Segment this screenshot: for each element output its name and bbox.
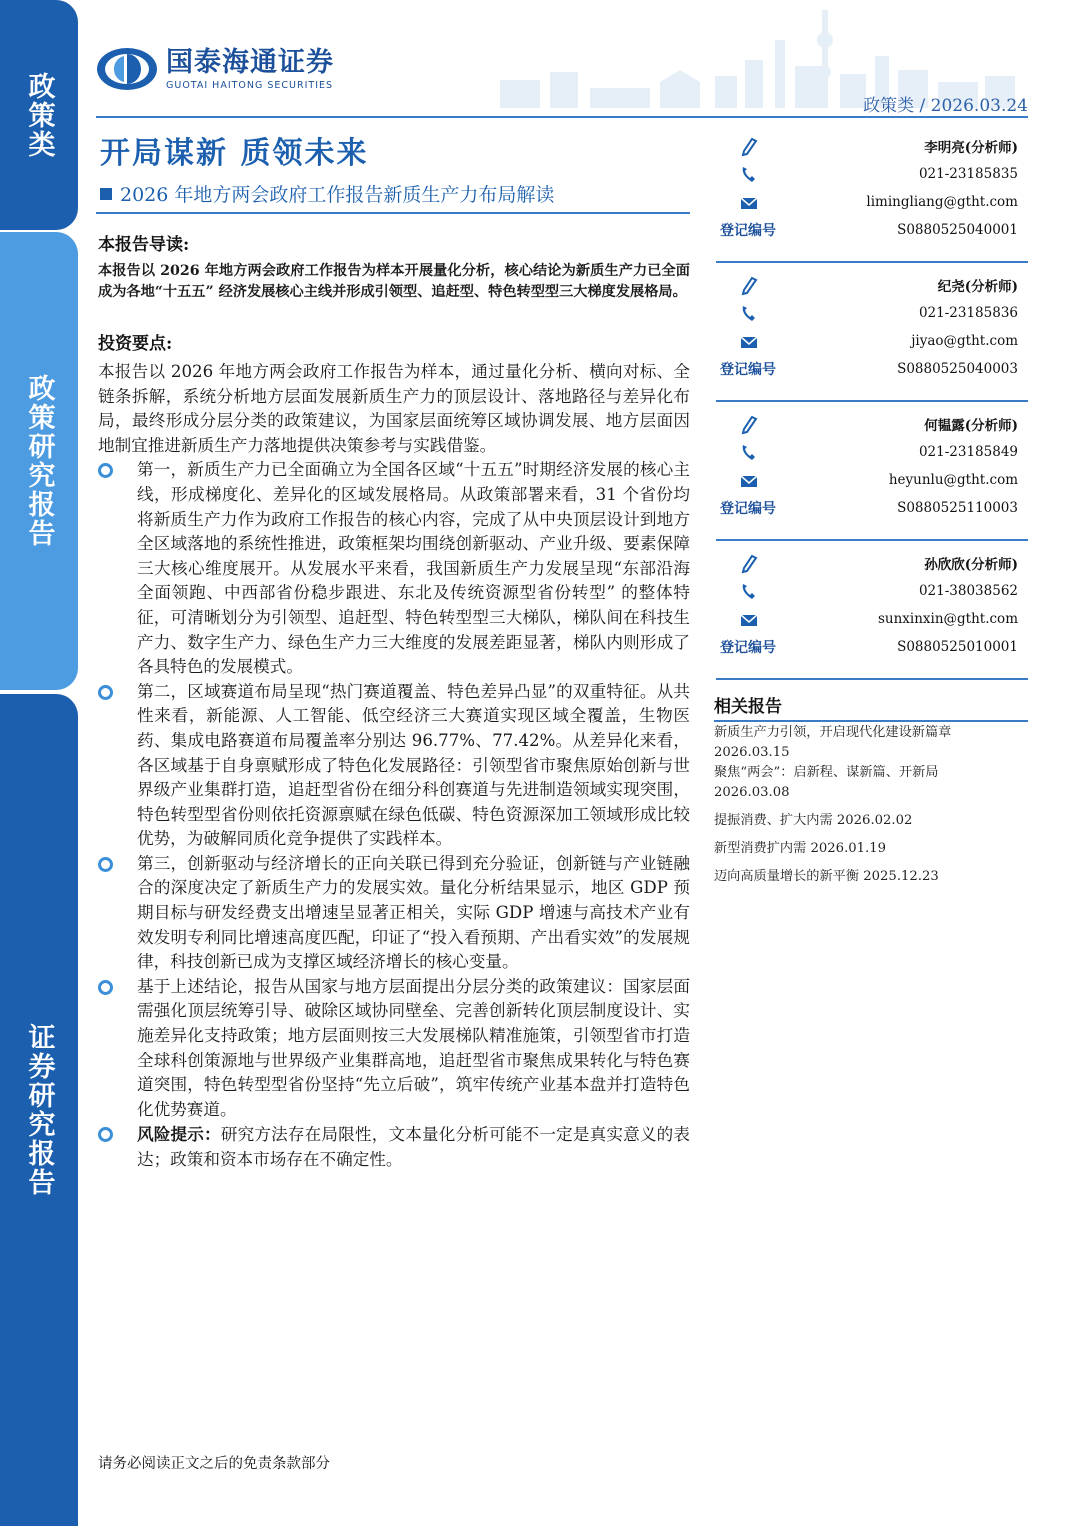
analyst-divider: [716, 261, 1028, 263]
analyst-email[interactable]: heyunlu@gtht.com: [888, 472, 1018, 488]
analyst-name: 纪尧(分析师): [937, 279, 1018, 295]
investment-point: [98, 975, 690, 1123]
related-reports: [714, 692, 1028, 886]
analyst-reg-row: [716, 496, 1018, 520]
related-report-date: 2026.03.15: [714, 745, 790, 760]
analyst-reg-number: S0880525040003: [897, 361, 1018, 377]
analyst-email-row: [716, 607, 1018, 631]
reg-label: 登记编号: [720, 223, 776, 239]
analyst-phone: 021-38038562: [918, 583, 1018, 599]
analyst-phone: 021-23185835: [918, 166, 1018, 182]
investment-point: [98, 852, 690, 975]
pen-icon: [738, 415, 760, 435]
analyst-reg-number: S0880525010001: [897, 639, 1018, 655]
analyst-reg-row: [716, 635, 1018, 659]
related-report-title[interactable]: 聚焦“两会”：启新程、谋新篇、开新局: [714, 765, 939, 780]
analyst-email[interactable]: jiyao@gtht.com: [911, 333, 1018, 349]
guide-text: 本报告以 2026 年地方两会政府工作报告为样本开展量化分析，核心结论为新质生产力已全面成为各地“十五五” 经济发展核心主线并形成引领型、追赶型、特色转型型三大梯度发展格局。: [98, 263, 690, 300]
analyst-reg-row: [716, 218, 1018, 242]
analyst-reg-number: S0880525040001: [897, 222, 1018, 238]
point-text: 第一，新质生产力已全面确立为全国各区域“十五五”时期经济发展的核心主线，形成梯度化、差异化的区域发展格局。从政策部署来看，31 个省份均将新质生产力作为政府工作报告的核心内容，完成了从中央顶层设计到地方全区域落地的系统性推进，政策框架均围绕创新驱动、产业升级、要素保障三大核心维度展开。从发展水平来看，我国新质生产力发展呈现“东部沿海全面领跑、中西部省份稳步跟进、东北及传统资源型省份转型” 的整体特征，可清晰划分为引领型、追赶型、特色转型型三大梯队，梯队间在科技生产力、数字生产力、绿色生产力三大维度的发展差距显著，梯队内则形成了各具特色的发展模式。: [137, 460, 690, 677]
analyst-name-row: [716, 412, 1018, 436]
report-subtitle: [100, 180, 554, 207]
logo-mark-icon: [96, 46, 158, 92]
related-reports-heading: 相关报告: [714, 692, 1028, 722]
investment-heading: 投资要点:: [98, 334, 173, 354]
analyst-phone: 021-23185849: [918, 444, 1018, 460]
risk-label: 风险提示：: [137, 1124, 221, 1145]
side-tab-policy-label: 政策类: [23, 71, 55, 159]
analyst-phone-row: [716, 162, 1018, 186]
phone-icon: [738, 443, 760, 463]
side-tab-policy-research-label: 政策研究报告: [23, 374, 55, 548]
analyst-card: [716, 132, 1028, 271]
related-report-item[interactable]: 迈向高质量增长的新平衡 2025.12.23: [714, 869, 939, 884]
report-category-date: 政策类 / 2026.03.24: [863, 96, 1028, 116]
related-report-title[interactable]: 新质生产力引领，开启现代化建设新篇章: [714, 725, 952, 740]
analyst-name-row: [716, 551, 1018, 575]
analyst-divider: [716, 539, 1028, 541]
report-title: 开局谋新 质领未来: [100, 136, 369, 171]
analyst-phone: 021-23185836: [918, 305, 1018, 321]
related-report-item[interactable]: 新型消费扩内需 2026.01.19: [714, 841, 887, 856]
subtitle-square-icon: [100, 188, 112, 200]
analyst-divider: [716, 400, 1028, 402]
report-subtitle-text: 2026 年地方两会政府工作报告新质生产力布局解读: [120, 184, 555, 206]
phone-icon: [738, 165, 760, 185]
logo-name-en: GUOTAI HAITONG SECURITIES: [166, 79, 334, 91]
analyst-email[interactable]: sunxinxin@gtht.com: [877, 611, 1018, 627]
analyst-phone-row: [716, 579, 1018, 603]
related-report-item[interactable]: 提振消费、扩大内需 2026.02.02: [714, 813, 913, 828]
mail-icon: [738, 610, 760, 630]
analyst-divider: [716, 678, 1028, 680]
point-text: 基于上述结论，报告从国家与地方层面提出分层分类的政策建议：国家层面需强化顶层统筹引导、破除区域协同壁垒、完善创新转化顶层制度设计、实施差异化支持政策；地方层面则按三大发展梯队精准施策，引领型省市打造全球科创策源地与世界级产业集群高地，追赶型省市聚焦成果转化与特色赛道突围，特色转型型省份坚持“先立后破”，筑牢传统产业基本盘并打造特色化优势赛道。: [137, 976, 690, 1119]
pen-icon: [738, 554, 760, 574]
risk-text: 研究方法存在局限性，文本量化分析可能不一定是真实意义的表达；政策和资本市场存在不确定性。: [137, 1125, 691, 1169]
side-tab-policy: [0, 0, 78, 230]
side-tab-securities-research: [0, 694, 78, 1526]
analyst-email-row: [716, 190, 1018, 214]
mail-icon: [738, 471, 760, 491]
header-divider: [96, 116, 1028, 118]
investment-point: [98, 458, 690, 679]
reg-label: 登记编号: [720, 362, 776, 378]
analyst-email[interactable]: limingliang@gtht.com: [866, 194, 1018, 210]
phone-icon: [738, 582, 760, 602]
bullet-ring-icon: [98, 1127, 113, 1142]
point-text: 第三，创新驱动与经济增长的正向关联已得到充分验证，创新链与产业链融合的深度决定了新质生产力的发展实效。量化分析结果显示，地区 GDP 预期目标与研发经费支出增速呈显著正相关，实际 GDP 增速与高技术产业有效发明专利同比增速高度匹配，印证了“投入看预期、产出看实效”的发展规律，科技创新已成为支撑区域经济增长的核心变量。: [137, 853, 690, 972]
investment-point: [98, 680, 690, 852]
pen-icon: [738, 137, 760, 157]
bullet-ring-icon: [98, 685, 113, 700]
subtitle-divider: [96, 212, 690, 214]
guide-heading: 本报告导读:: [98, 235, 190, 255]
analyst-phone-row: [716, 440, 1018, 464]
company-logo: [96, 46, 334, 92]
analyst-card: [716, 271, 1028, 410]
analyst-card: [716, 410, 1028, 549]
related-report-date: 2026.03.08: [714, 785, 790, 800]
point-text: 第二，区域赛道布局呈现“热门赛道覆盖、特色差异凸显”的双重特征。从共性来看，新能源、人工智能、低空经济三大赛道实现区域全覆盖，生物医药、集成电路赛道布局覆盖率分别达 96.77%、77.42%。从差异化来看，各区域基于自身禀赋形成了特色化发展路径：引领型省市聚焦原始创新与世界级产业集群打造，追赶型省份在细分科创赛道与先进制造领域实现突围，特色转型型省份则依托资源禀赋在绿色低碳、特色资源深加工领域形成比较优势，为破解同质化竞争提供了实践样本。: [137, 681, 690, 849]
logo-name-cn: 国泰海通证券: [166, 46, 334, 78]
analyst-email-row: [716, 329, 1018, 353]
analyst-phone-row: [716, 301, 1018, 325]
risk-point: [98, 1122, 690, 1172]
reg-label: 登记编号: [720, 501, 776, 517]
bullet-ring-icon: [98, 857, 113, 872]
analyst-reg-number: S0880525110003: [897, 500, 1018, 516]
analyst-list: [716, 132, 1028, 688]
analyst-name-row: [716, 134, 1018, 158]
mail-icon: [738, 193, 760, 213]
phone-icon: [738, 304, 760, 324]
side-tab-securities-research-label: 证券研究报告: [23, 1023, 55, 1197]
pen-icon: [738, 276, 760, 296]
analyst-name-row: [716, 273, 1018, 297]
analyst-name: 孙欣欣(分析师): [924, 557, 1018, 573]
analyst-card: [716, 549, 1028, 688]
analyst-email-row: [716, 468, 1018, 492]
report-body: [98, 230, 690, 1173]
bullet-ring-icon: [98, 980, 113, 995]
disclaimer-footer: 请务必阅读正文之后的免责条款部分: [98, 1456, 330, 1472]
bullet-ring-icon: [98, 463, 113, 478]
side-tab-policy-research: [0, 232, 78, 690]
analyst-reg-row: [716, 357, 1018, 381]
analyst-name: 何韫露(分析师): [924, 418, 1018, 434]
reg-label: 登记编号: [720, 640, 776, 656]
investment-intro: 本报告以 2026 年地方两会政府工作报告为样本，通过量化分析、横向对标、全链条拆解，系统分析地方层面发展新质生产力的顶层设计、落地路径与差异化布局，最终形成分层分类的政策建议，为国家层面统筹区域协调发展、地方层面因地制宜推进新质生产力落地提供决策参考与实践借鉴。: [98, 362, 690, 455]
mail-icon: [738, 332, 760, 352]
analyst-name: 李明亮(分析师): [924, 140, 1018, 156]
